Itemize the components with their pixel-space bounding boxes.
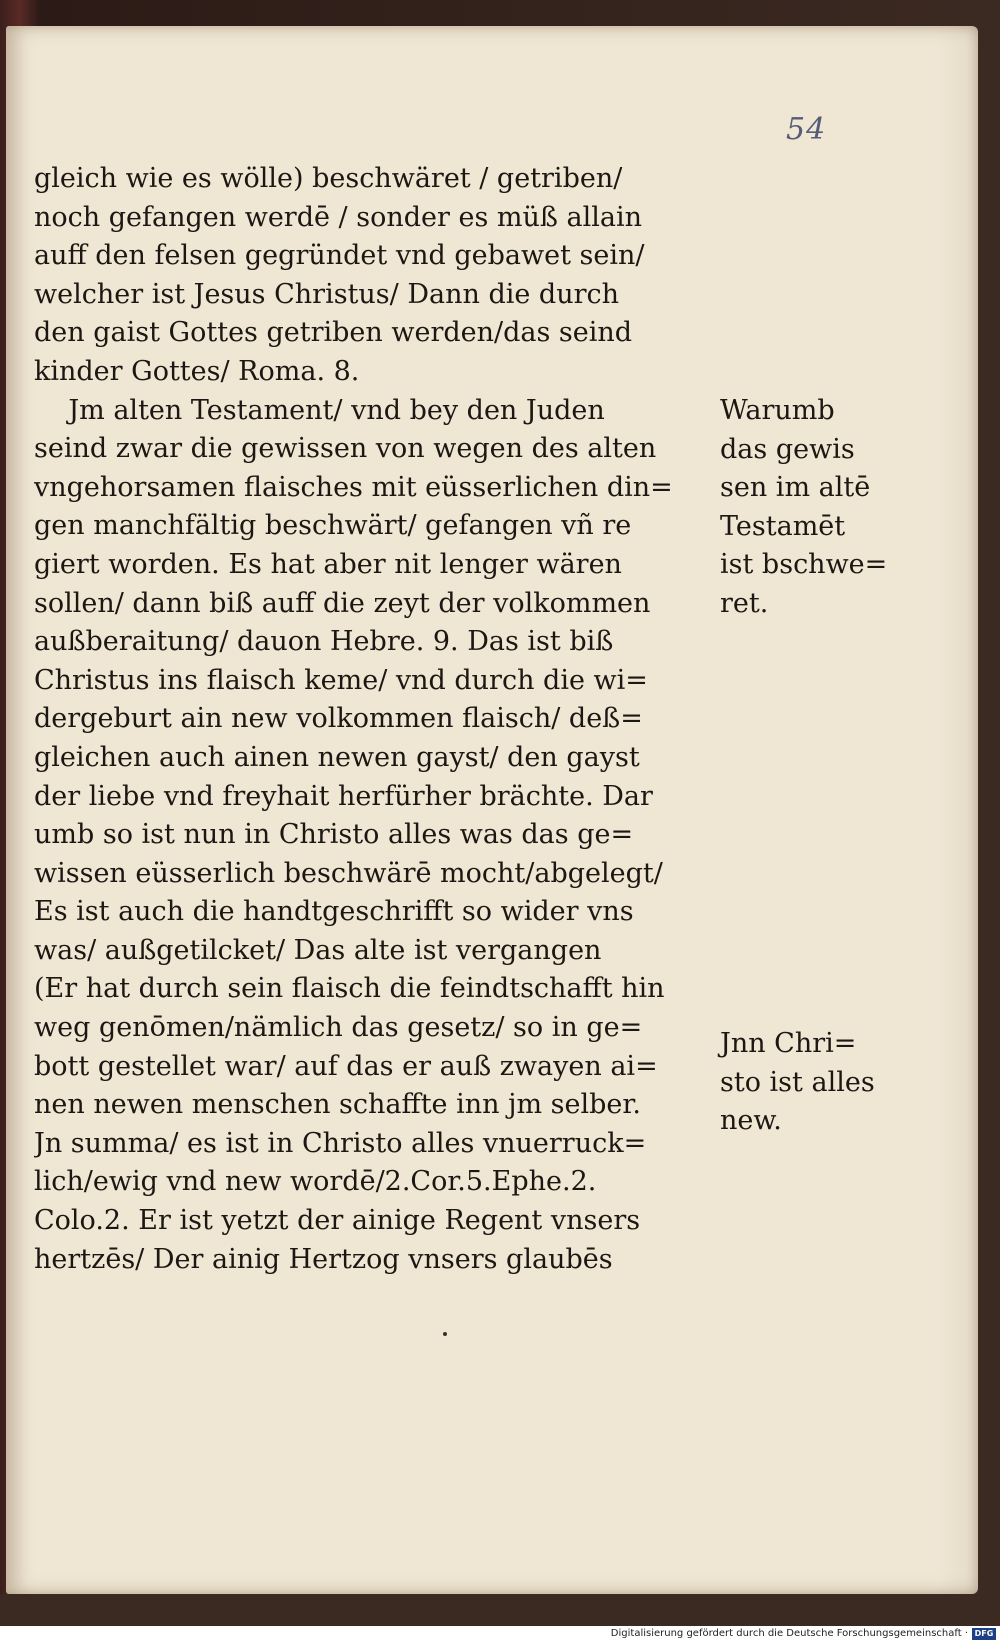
text-line: was/ außgetilcket/ Das alte ist vergangen [34, 934, 602, 966]
text-line: Jm alten Testament/ vnd bey den Juden [34, 394, 605, 426]
text-line: gen manchfältig beschwärt/ gefangen vñ re [34, 510, 632, 542]
text-line: auff den felsen gegründet vnd gebawet sein/ [34, 240, 645, 272]
margin-note-line: sto ist alles [720, 1066, 875, 1098]
text-line: (Er hat durch sein flaisch die feindtschafft hin [34, 973, 665, 1005]
text-line: sollen/ dann biß auff die zeyt der volkommen [34, 587, 651, 619]
text-line: welcher ist Jesus Christus/ Dann die durch [34, 278, 620, 310]
margin-note-line: Jnn Chri= [720, 1028, 857, 1059]
folio-number: 54 [786, 112, 827, 147]
text-line: den gaist Gottes getriben werden/das seind [34, 317, 633, 349]
text-line: Jn summa/ es ist in Christo alles vnuerruck= [34, 1127, 647, 1159]
ink-dot [443, 1332, 447, 1336]
text-line: noch gefangen werdē / sonder es müß allain [34, 201, 643, 233]
text-line: kinder Gottes/ Roma. 8. [34, 355, 360, 387]
margin-note-line: ret. [720, 587, 769, 619]
text-line: vngehorsamen flaisches mit eüsserlichen din= [34, 471, 673, 503]
text-line: umb so ist nun in Christo alles was das ge= [34, 819, 634, 851]
main-text-block [34, 160, 714, 1279]
text-line: Colo.2. Er ist yetzt der ainige Regent vnsers [34, 1205, 641, 1237]
text-line: Christus ins flaisch keme/ vnd durch die wi= [34, 664, 648, 696]
dfg-logo-icon: DFG [972, 1628, 996, 1640]
margin-note-line: das gewis [720, 433, 855, 465]
text-line: Es ist auch die handtgeschrifft so wider vns [34, 896, 634, 928]
text-line: lich/ewig vnd new wordē/2.Cor.5.Ephe.2. [34, 1166, 597, 1198]
margin-note-line: ist bschwe= [720, 549, 888, 581]
funding-credit: Digitalisierung gefördert durch die Deutsche Forschungsgemeinschaft · [610, 1628, 968, 1639]
margin-note-line: sen im altē [720, 472, 871, 504]
margin-note-line: Testamēt [720, 510, 846, 542]
text-line: gleich wie es wölle) beschwäret / getriben/ [34, 163, 623, 194]
text-line: bott gestellet war/ auf das er auß zwayen ai= [34, 1050, 658, 1082]
text-line: dergeburt ain new volkommen flaisch/ deß= [34, 703, 643, 735]
text-line: weg genōmen/nämlich das gesetz/ so in ge= [34, 1012, 643, 1044]
text-line: seind zwar die gewissen von wegen des alten [34, 433, 657, 465]
text-line: der liebe vnd freyhait herfürher brächte. Dar [34, 780, 653, 812]
text-line: hertzēs/ Der ainig Hertzog vnsers glaubēs [34, 1243, 613, 1275]
text-line: giert worden. Es hat aber nit lenger wären [34, 548, 622, 580]
margin-note-line: Warumb [720, 395, 835, 426]
margin-note-warumb [720, 392, 900, 624]
text-line: wissen eüsserlich beschwärē mocht/abgelegt/ [34, 857, 663, 889]
margin-note-inn-christo [720, 1025, 900, 1141]
margin-note-line: new. [720, 1105, 782, 1137]
text-line: gleichen auch ainen newen gayst/ den gayst [34, 741, 640, 773]
text-line: nen newen menschen schaffte inn jm selber. [34, 1089, 641, 1121]
text-line: außberaitung/ dauon Hebre. 9. Das ist biß [34, 626, 614, 658]
